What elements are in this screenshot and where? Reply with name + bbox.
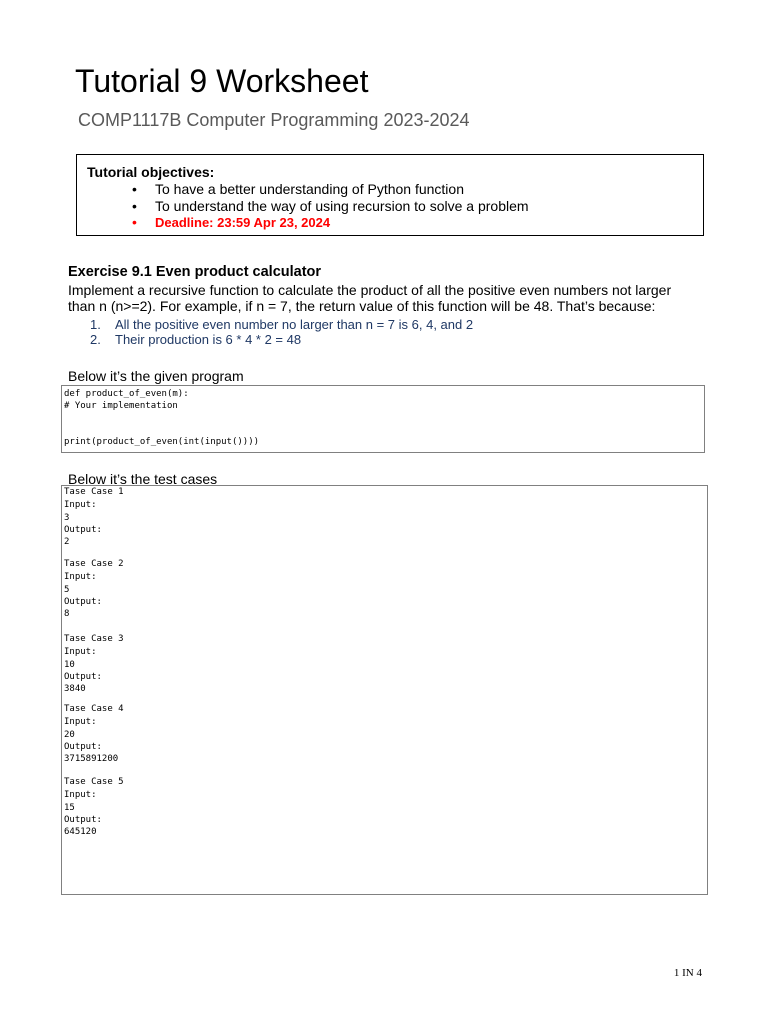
example-step xyxy=(90,317,473,332)
output-label: Output: xyxy=(64,672,102,682)
input-label: Input: xyxy=(64,717,97,727)
test-case-label: Tase Case 5 xyxy=(64,777,124,787)
input-value: 10 xyxy=(64,660,75,670)
step-text: All the positive even number no larger than n = 7 is 6, 4, and 2 xyxy=(115,317,474,332)
objective-text: To have a better understanding of Python function xyxy=(155,181,464,197)
input-label: Input: xyxy=(64,790,97,800)
step-number: 1. xyxy=(90,317,101,332)
given-program-caption: Below it’s the given program xyxy=(68,368,244,384)
given-program-codebox xyxy=(61,385,705,453)
page-number: 1 IN 4 xyxy=(673,967,702,979)
input-label: Input: xyxy=(64,647,97,657)
test-case-label: Tase Case 3 xyxy=(64,634,124,644)
step-text: Their production is 6 * 4 * 2 = 48 xyxy=(115,332,302,347)
output-label: Output: xyxy=(64,742,102,752)
objective-text: To understand the way of using recursion to solve a problem xyxy=(155,198,529,214)
output-value: 2 xyxy=(64,537,70,547)
test-cases-caption: Below it’s the test cases xyxy=(68,471,218,487)
input-value: 5 xyxy=(64,585,70,595)
code-line: def product_of_even(m): xyxy=(64,389,189,399)
output-label: Output: xyxy=(64,597,102,607)
objectives-heading: Tutorial objectives: xyxy=(87,164,215,180)
input-label: Input: xyxy=(64,500,97,510)
code-line: print(product_of_even(int(input()))) xyxy=(64,437,260,447)
exercise-description-line: Implement a recursive function to calculate the product of all the positive even numbers not larger xyxy=(68,282,672,298)
objective-item xyxy=(132,181,464,198)
input-value: 15 xyxy=(64,803,75,813)
exercise-description-line: than n (n>=2). For example, if n = 7, the return value of this function will be 48. That’s because: xyxy=(68,298,656,314)
course-subtitle: COMP1117B Computer Programming 2023-2024 xyxy=(78,110,470,130)
page-title: Tutorial 9 Worksheet xyxy=(75,63,369,99)
output-value: 645120 xyxy=(64,827,97,837)
test-cases-codebox xyxy=(61,485,708,895)
bullet-icon: • xyxy=(132,214,137,230)
output-label: Output: xyxy=(64,525,102,535)
test-case-label: Tase Case 2 xyxy=(64,559,124,569)
deadline-text: Deadline: 23:59 Apr 23, 2024 xyxy=(155,215,331,230)
deadline-item xyxy=(132,214,330,231)
test-case-label: Tase Case 1 xyxy=(64,487,124,497)
test-case-label: Tase Case 4 xyxy=(64,704,124,714)
output-label: Output: xyxy=(64,815,102,825)
objective-item xyxy=(132,198,529,215)
code-line: # Your implementation xyxy=(64,401,178,411)
bullet-icon: • xyxy=(132,181,137,197)
exercise-title: Exercise 9.1 Even product calculator xyxy=(68,264,322,280)
output-value: 3715891200 xyxy=(64,754,119,764)
bullet-icon: • xyxy=(132,198,137,214)
input-value: 3 xyxy=(64,513,70,523)
input-value: 20 xyxy=(64,730,75,740)
example-step xyxy=(90,332,301,347)
input-label: Input: xyxy=(64,572,97,582)
output-value: 3840 xyxy=(64,684,86,694)
objectives-box xyxy=(76,154,704,236)
output-value: 8 xyxy=(64,609,70,619)
step-number: 2. xyxy=(90,332,101,347)
